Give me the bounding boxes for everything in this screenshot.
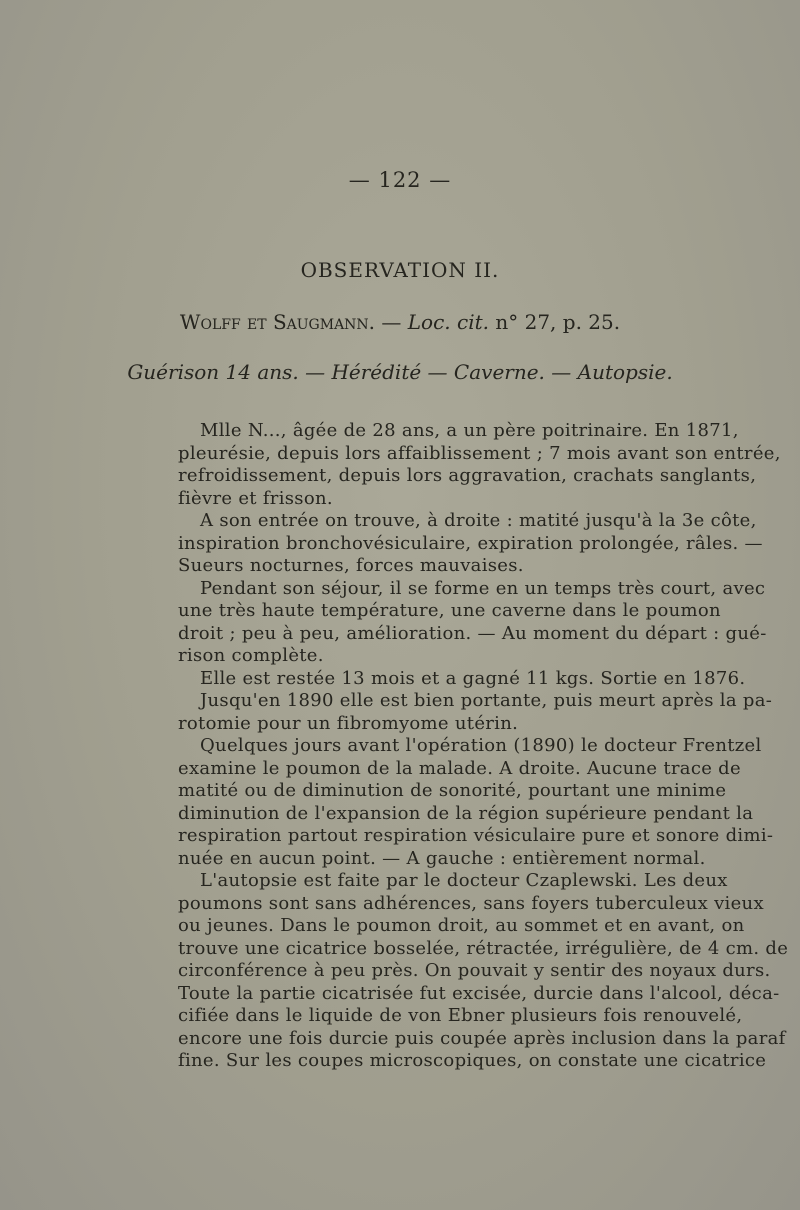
text-line: matité ou de diminution de sonorité, pourtant une minime <box>178 780 727 801</box>
text-line: Mlle N..., âgée de 28 ans, a un père poitrinaire. En 1871, <box>200 420 739 441</box>
text-line: rotomie pour un fibromyome utérin. <box>178 712 519 734</box>
reference-dash: — <box>375 310 408 334</box>
text-line: cifiée dans le liquide de von Ebner plusieurs fois renouvelé, <box>178 1005 743 1026</box>
text-line: Pendant son séjour, il se forme en un temps très court, avec <box>200 577 766 599</box>
reference-line <box>0 310 800 334</box>
text-line: poumons sont sans adhérences, sans foyers tuberculeux vieux <box>178 892 764 914</box>
text-line: ou jeunes. Dans le poumon droit, au sommet et en avant, on <box>178 915 745 936</box>
text-line: Toute la partie cicatrisée fut excisée, durcie dans l'alcool, déca- <box>178 982 780 1004</box>
text-line: droit ; peu à peu, amélioration. — Au moment du départ : gué- <box>178 622 767 644</box>
text-line: diminution de l'expansion de la région supérieure pendant la <box>178 802 754 824</box>
text-line: Quelques jours avant l'opération (1890) le docteur Frentzel <box>200 735 762 756</box>
text-line: une très haute température, une caverne dans le poumon <box>178 600 721 621</box>
text-line: respiration partout respiration vésiculaire pure et sonore dimi- <box>178 825 774 846</box>
text-line: refroidissement, depuis lors aggravation, crachats sanglants, <box>178 465 757 486</box>
text-line: L'autopsie est faite par le docteur Czaplewski. Les deux <box>200 870 728 891</box>
text-line: examine le poumon de la malade. A droite. Aucune trace de <box>178 757 741 779</box>
reference-citation: Loc. cit. <box>407 310 489 334</box>
text-line: fine. Sur les coupes microscopiques, on constate une cicatrice <box>178 1050 767 1071</box>
text-line: Sueurs nocturnes, forces mauvaises. <box>178 555 524 576</box>
text-line: rison complète. <box>178 645 324 666</box>
observation-title: OBSERVATION II. <box>300 258 500 282</box>
text-line: inspiration bronchovésiculaire, expiration prolongée, râles. — <box>178 532 763 554</box>
text-line: A son entrée on trouve, à droite : matité jusqu'à la 3e côte, <box>200 510 757 531</box>
text-line: Jusqu'en 1890 elle est bien portante, puis meurt après la pa- <box>200 690 773 711</box>
reference-details: n° 27, p. 25. <box>489 310 621 334</box>
reference-authors: Wolff et Saugmann. <box>179 310 376 334</box>
case-subtitle: Guérison 14 ans. — Hérédité — Caverne. — Autopsie. <box>127 360 673 384</box>
text-line: encore une fois durcie puis coupée après inclusion dans la paraf <box>178 1027 786 1049</box>
page-number: — 122 — <box>348 168 452 192</box>
text-line: fièvre et frisson. <box>178 487 333 509</box>
text-line: trouve une cicatrice bosselée, rétractée, irrégulière, de 4 cm. de <box>178 937 789 959</box>
text-line: circonférence à peu près. On pouvait y sentir des noyaux durs. <box>178 960 771 981</box>
text-line: pleurésie, depuis lors affaiblissement ; 7 mois avant son entrée, <box>178 442 781 464</box>
case-body-text <box>178 420 789 1073</box>
text-line: nuée en aucun point. — A gauche : entièrement normal. <box>178 847 706 869</box>
text-line: Elle est restée 13 mois et a gagné 11 kgs. Sortie en 1876. <box>200 667 746 689</box>
